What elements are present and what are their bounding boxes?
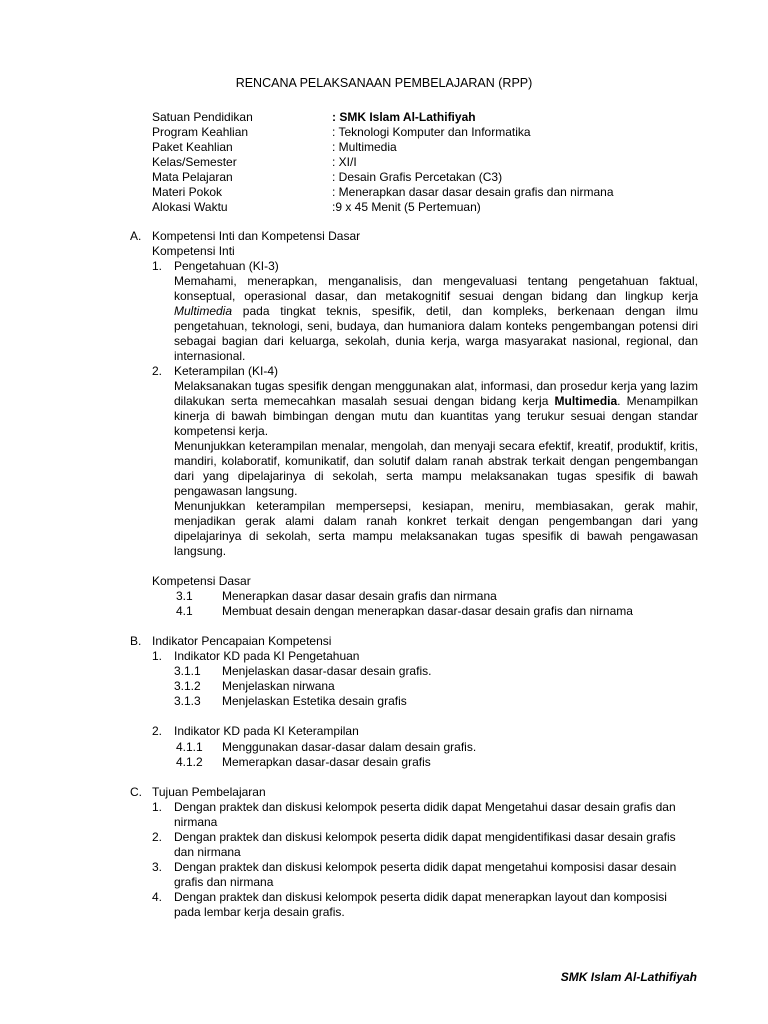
ki1-text-start: Memahami, menerapkan, menganalisis, dan mengevaluasi tentang pengetahuan faktual, konseptual, operasional dasar, dan metakognitif sesuai dengan bidang dan lingkup kerja (174, 274, 698, 303)
ki2-paragraph-2: Menunjukkan keterampilan menalar, mengolah, dan menyaji secara efektif, kreatif, produktif, kritis, mandiri, kolaboratif, komunikatif, dan solutif dalam ranah abstrak terkait dengan pengembangan dari yang dipelajarinya di sekolah, serta mampu melaksanakan tugas spesifik di bawah pengawasan langsung. (174, 439, 698, 498)
page-footer: SMK Islam Al-Lathifiyah (560, 970, 697, 984)
objective-number: 1. (152, 800, 163, 814)
ki2-number: 2. (152, 364, 163, 378)
identity-label: Materi Pokok (152, 185, 223, 199)
indicator-text: Menggunakan dasar-dasar dalam desain grafis. (222, 740, 477, 754)
indicator-number: 4.1.1 (176, 740, 203, 754)
objective-text: Dengan praktek dan diskusi kelompok peserta didik dapat Mengetahui dasar desain grafis dan (174, 800, 676, 814)
section-b-marker: B. (130, 634, 142, 648)
objective-text: Dengan praktek dan diskusi kelompok peserta didik dapat mengidentifikasi dasar desain grafis (174, 830, 676, 844)
identity-value: : XI/I (332, 155, 357, 169)
ki2-p1-start: Melaksanakan tugas spesifik dengan menggunakan alat, informasi, dan prosedur kerja yang lazim dilakukan serta memecahkan masalah sesuai dengan bidang kerja (174, 379, 698, 408)
identity-value: :9 x 45 Menit (5 Pertemuan) (332, 200, 481, 214)
kd-number: 3.1 (176, 589, 193, 603)
indicator-group-title: Indikator KD pada KI Pengetahuan (174, 649, 360, 663)
identity-label: Alokasi Waktu (152, 200, 228, 214)
objective-text-cont: nirmana (174, 815, 218, 829)
objective-text: Dengan praktek dan diskusi kelompok peserta didik dapat menerapkan layout dan komposisi (174, 890, 667, 904)
ki1-text-end: pada tingkat teknis, spesifik, detil, dan kompleks, berkenaan dengan ilmu pengetahuan, teknologi, seni, budaya, dan humaniora dalam konteks pengembangan potensi diri sebagai bagian dari keluarga, sekolah, dunia kerja, warga masyarakat nasional, regional, dan internasional. (174, 304, 698, 363)
indicator-number: 3.1.1 (174, 664, 201, 678)
document-title: RENCANA PELAKSANAAN PEMBELAJARAN (RPP) (235, 76, 533, 90)
indicator-group-number: 1. (152, 649, 163, 663)
identity-label: Paket Keahlian (152, 140, 233, 154)
identity-value: : SMK Islam Al-Lathifiyah (332, 110, 476, 124)
section-b-heading: Indikator Pencapaian Kompetensi (152, 634, 332, 648)
ki1-text-italic: Multimedia (174, 304, 233, 318)
identity-value: : Desain Grafis Percetakan (C3) (332, 170, 503, 184)
kd-text: Membuat desain dengan menerapkan dasar-dasar desain grafis dan nirnama (222, 604, 633, 618)
indicator-group-title: Indikator KD pada KI Keterampilan (174, 724, 359, 738)
ki2-p1-end: . Menampilkan kinerja di bawah bimbingan dengan mutu dan kuantitas yang terukur sesuai dengan standar kompetensi kerja. (174, 394, 698, 438)
identity-label: Kelas/Semester (152, 155, 237, 169)
identity-value: : Multimedia (332, 140, 397, 154)
objective-number: 4. (152, 890, 163, 904)
objective-text-cont: grafis dan nirmana (174, 875, 274, 889)
indicator-text: Menjelaskan dasar-dasar desain grafis. (222, 664, 432, 678)
identity-label: Satuan Pendidikan (152, 110, 253, 124)
objective-text-cont: pada lembar kerja desain grafis. (174, 905, 345, 919)
indicator-number: 3.1.2 (174, 679, 201, 693)
section-a-heading: Kompetensi Inti dan Kompetensi Dasar (152, 229, 361, 243)
ki2-p1-bold: Multimedia (554, 394, 618, 408)
indicator-number: 4.1.2 (176, 755, 203, 769)
indicator-text: Memerapkan dasar-dasar desain grafis (222, 755, 431, 769)
section-c-heading: Tujuan Pembelajaran (152, 785, 266, 799)
identity-value: : Menerapkan dasar dasar desain grafis dan nirmana (332, 185, 614, 199)
ki1-title: Pengetahuan (KI-3) (174, 259, 279, 273)
indicator-group-number: 2. (152, 724, 163, 738)
identity-value: : Teknologi Komputer dan Informatika (332, 125, 531, 139)
ki1-text (174, 274, 698, 364)
ki2-paragraph-1 (174, 379, 698, 439)
indicator-text: Menjelaskan Estetika desain grafis (222, 694, 407, 708)
kd-number: 4.1 (176, 604, 193, 618)
objective-number: 2. (152, 830, 163, 844)
kd-text: Menerapkan dasar dasar desain grafis dan nirmana (222, 589, 497, 603)
section-c-marker: C. (130, 785, 142, 799)
ki1-number: 1. (152, 259, 163, 273)
objective-text: Dengan praktek dan diskusi kelompok peserta didik dapat mengetahui komposisi dasar desain (174, 860, 677, 874)
indicator-number: 3.1.3 (174, 694, 201, 708)
objective-text-cont: dan nirmana (174, 845, 241, 859)
objective-number: 3. (152, 860, 163, 874)
section-a-marker: A. (130, 229, 142, 243)
identity-label: Program Keahlian (152, 125, 249, 139)
kd-heading: Kompetensi Dasar (152, 574, 251, 588)
indicator-text: Menjelaskan nirwana (222, 679, 335, 693)
identity-label: Mata Pelajaran (152, 170, 233, 184)
ki-heading: Kompetensi Inti (152, 244, 235, 258)
ki2-paragraph-3: Menunjukkan keterampilan mempersepsi, kesiapan, meniru, membiasakan, gerak mahir, menjadikan gerak alami dalam ranah konkret terkait dengan pengembangan dari yang dipelajarinya di sekolah, serta mampu melaksanakan tugas spesifik di bawah pengawasan langsung. (174, 499, 698, 558)
ki2-title: Keterampilan (KI-4) (174, 364, 279, 378)
